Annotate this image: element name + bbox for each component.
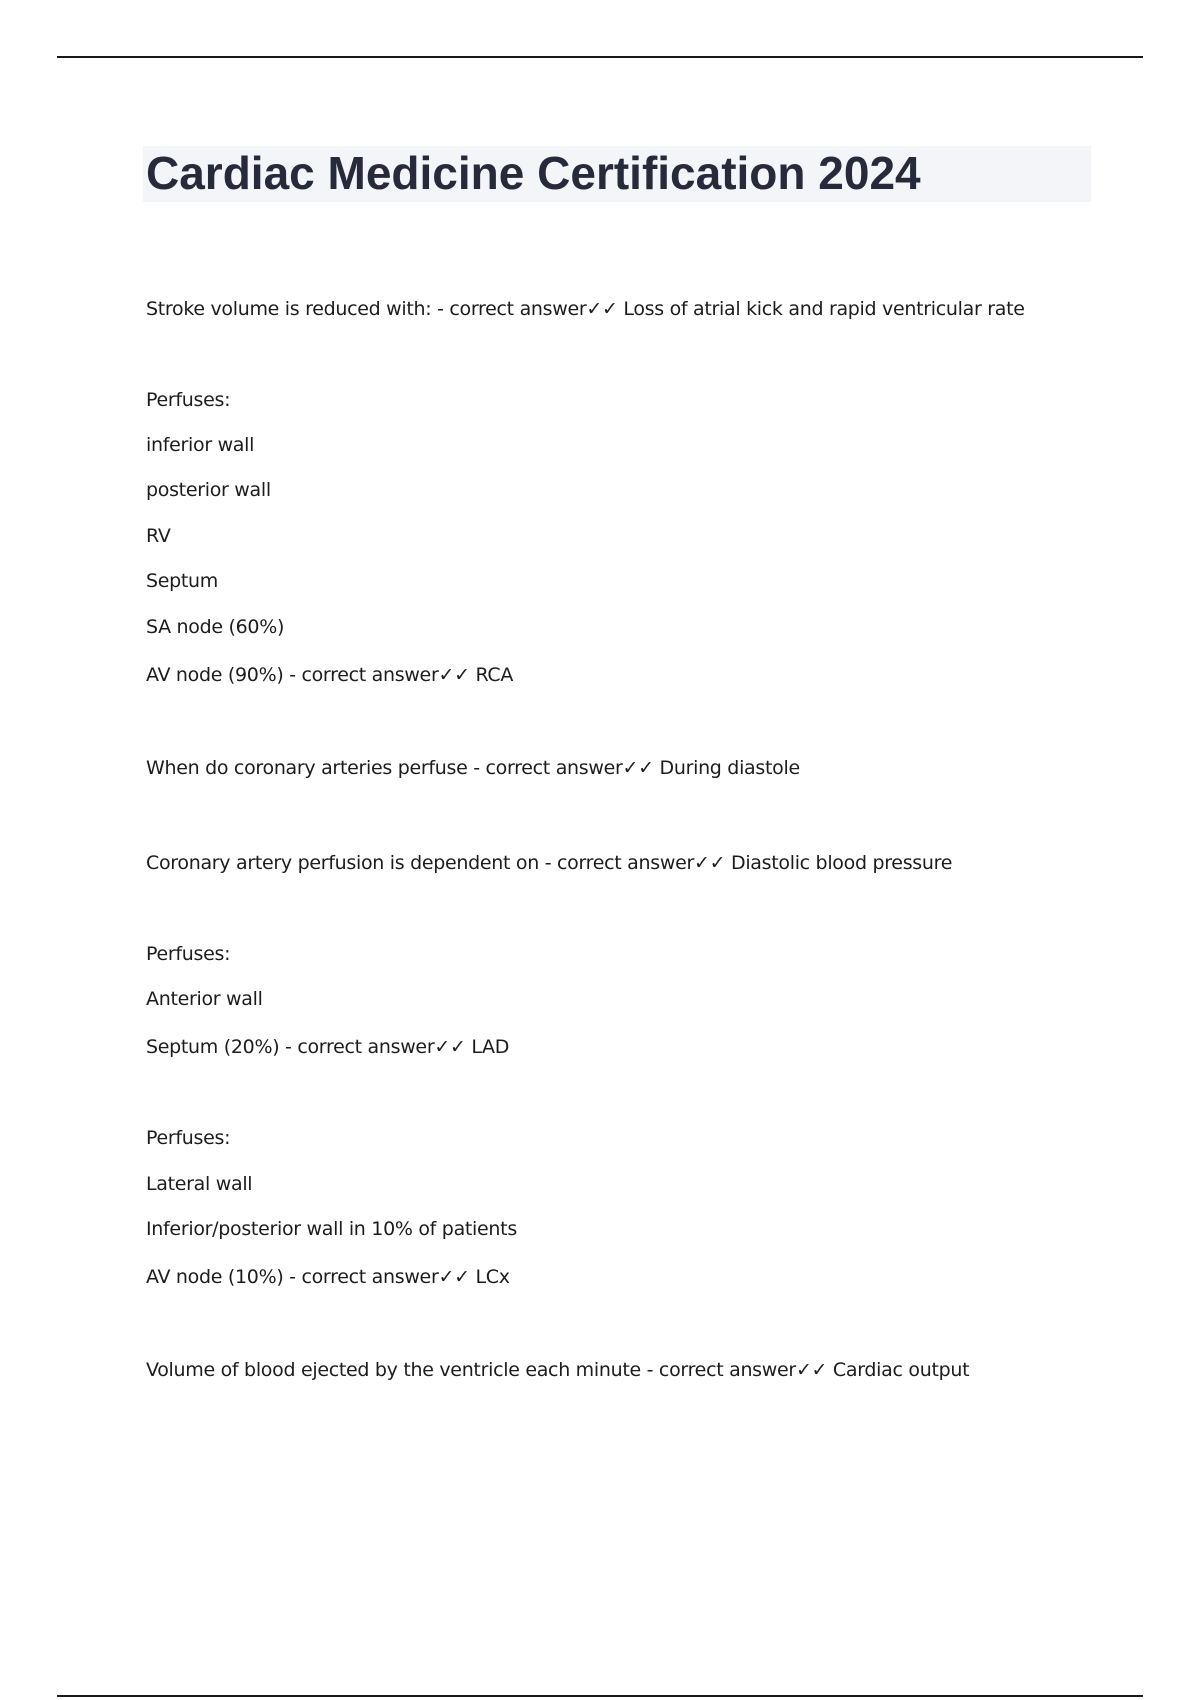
qa-line (146, 297, 1025, 321)
question-text: Coronary artery perfusion is dependent on - correct answer (146, 852, 694, 874)
question-text: AV node (90%) - correct answer (146, 664, 439, 686)
check-mark-icon: ✓✓ (438, 664, 470, 686)
answer-text: During diastole (653, 757, 800, 779)
qa-line (146, 1265, 510, 1289)
answer-text: Loss of atrial kick and rapid ventricular rate (617, 298, 1025, 320)
question-text: Septum (20%) - correct answer (146, 1036, 435, 1058)
text-line: posterior wall (146, 479, 271, 501)
qa-line (146, 851, 952, 875)
top-divider (57, 56, 1143, 58)
check-mark-icon: ✓✓ (694, 852, 726, 874)
qa-line (146, 663, 513, 687)
document-title: Cardiac Medicine Certification 2024 (146, 147, 921, 199)
text-line: SA node (60%) (146, 616, 285, 638)
check-mark-icon: ✓✓ (622, 757, 654, 779)
text-line: Perfuses: (146, 1127, 231, 1149)
answer-text: Cardiac output (827, 1359, 970, 1381)
qa-line (146, 756, 800, 780)
question-text: AV node (10%) - correct answer (146, 1266, 439, 1288)
qa-line (146, 1035, 509, 1059)
text-line: Lateral wall (146, 1173, 253, 1195)
check-mark-icon: ✓✓ (586, 298, 618, 320)
check-mark-icon: ✓✓ (434, 1036, 466, 1058)
text-line: Perfuses: (146, 943, 231, 965)
text-line: RV (146, 525, 171, 547)
answer-text: LCx (469, 1266, 510, 1288)
question-text: Volume of blood ejected by the ventricle each minute - correct answer (146, 1359, 796, 1381)
check-mark-icon: ✓✓ (795, 1359, 828, 1381)
answer-text: LAD (465, 1036, 510, 1058)
text-line: Septum (146, 570, 219, 592)
bottom-divider (57, 1695, 1143, 1697)
text-line: Inferior/posterior wall in 10% of patients (146, 1218, 517, 1240)
text-line: Anterior wall (146, 988, 263, 1010)
qa-line (146, 1358, 969, 1382)
text-line: Perfuses: (146, 389, 231, 411)
text-line: inferior wall (146, 434, 255, 456)
answer-text: RCA (469, 664, 514, 686)
question-text: When do coronary arteries perfuse - correct answer (146, 757, 623, 779)
check-mark-icon: ✓✓ (438, 1266, 470, 1288)
question-text: Stroke volume is reduced with: - correct answer (146, 298, 587, 320)
answer-text: Diastolic blood pressure (725, 852, 953, 874)
